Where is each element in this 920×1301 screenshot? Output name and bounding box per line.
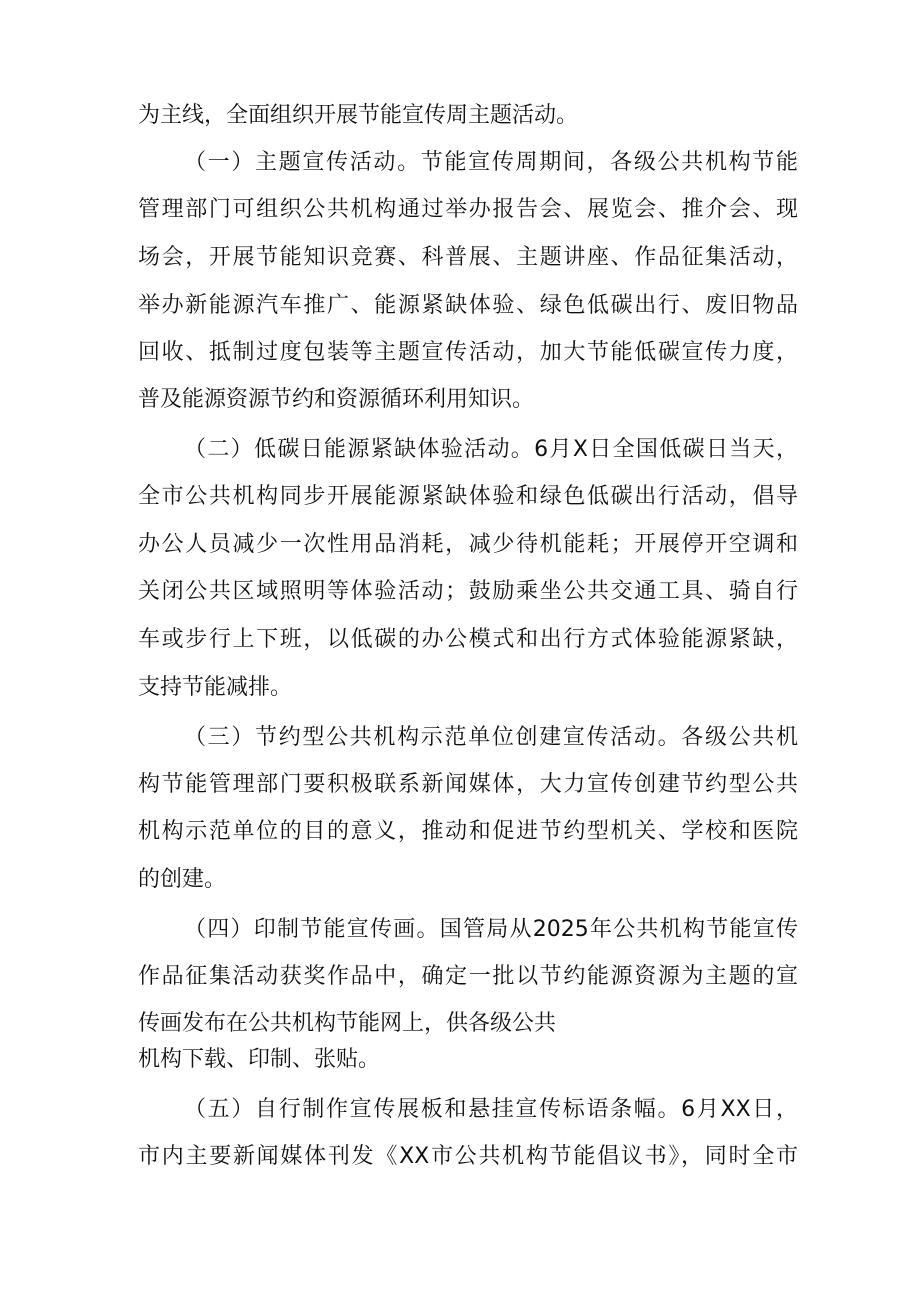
text-line-17: 的创建。	[138, 867, 227, 892]
text-line-16: 机构示范单位的目的意义，推动和促进节约型机关、学校和医院	[138, 819, 798, 844]
text-line-12: 车或步行上下班，以低碳的办公模式和出行方式体验能源紧缺，	[138, 627, 798, 652]
text-line-18: （四）印制节能宣传画。国管局从2025年公共机构节能宣传	[184, 917, 798, 942]
text-line-15: 构节能管理部门要积极联系新闻媒体，大力宣传创建节约型公共	[138, 772, 798, 797]
text-line-5: 举办新能源汽车推广、能源紧缺体验、绿色低碳出行、废旧物品	[138, 293, 798, 318]
text-line-19: 作品征集活动获奖作品中，确定一批以节约能源资源为主题的宣	[138, 964, 798, 989]
text-line-11: 关闭公共区域照明等体验活动；鼓励乘坐公共交通工具、骑自行	[138, 579, 798, 604]
text-line-3: 管理部门可组织公共机构通过举办报告会、展览会、推介会、现	[138, 197, 798, 222]
text-line-14: （三）节约型公共机构示范单位创建宣传活动。各级公共机	[184, 725, 798, 750]
text-line-8: （二）低碳日能源紧缺体验活动。6月X日全国低碳日当天，	[184, 437, 798, 462]
text-line-20: 传画发布在公共机构节能网上，供各级公共	[138, 1011, 557, 1036]
text-line-1: 为主线，全面组织开展节能宣传周主题活动。	[138, 103, 579, 128]
text-line-10: 办公人员减少一次性用品消耗，减少待机能耗；开展停开空调和	[138, 532, 798, 557]
text-line-22: （五）自行制作宣传展板和悬挂宣传标语条幅。6月XX日，	[184, 1097, 798, 1122]
text-line-7: 普及能源资源节约和资源循环利用知识。	[138, 387, 535, 412]
text-line-6: 回收、抵制过度包装等主题宣传活动，加大节能低碳宣传力度，	[138, 340, 798, 365]
text-line-23: 市内主要新闻媒体刊发《XX市公共机构节能倡议书》，同时全市	[138, 1144, 798, 1169]
text-line-9: 全市公共机构同步开展能源紧缺体验和绿色低碳出行活动，倡导	[138, 484, 798, 509]
text-line-13: 支持节能减排。	[138, 675, 293, 700]
text-line-4: 场会，开展节能知识竞赛、科普展、主题讲座、作品征集活动，	[138, 245, 798, 270]
text-line-2: （一）主题宣传活动。节能宣传周期间，各级公共机构节能	[184, 150, 798, 175]
text-line-21: 机构下载、印制、张贴。	[138, 1047, 381, 1072]
